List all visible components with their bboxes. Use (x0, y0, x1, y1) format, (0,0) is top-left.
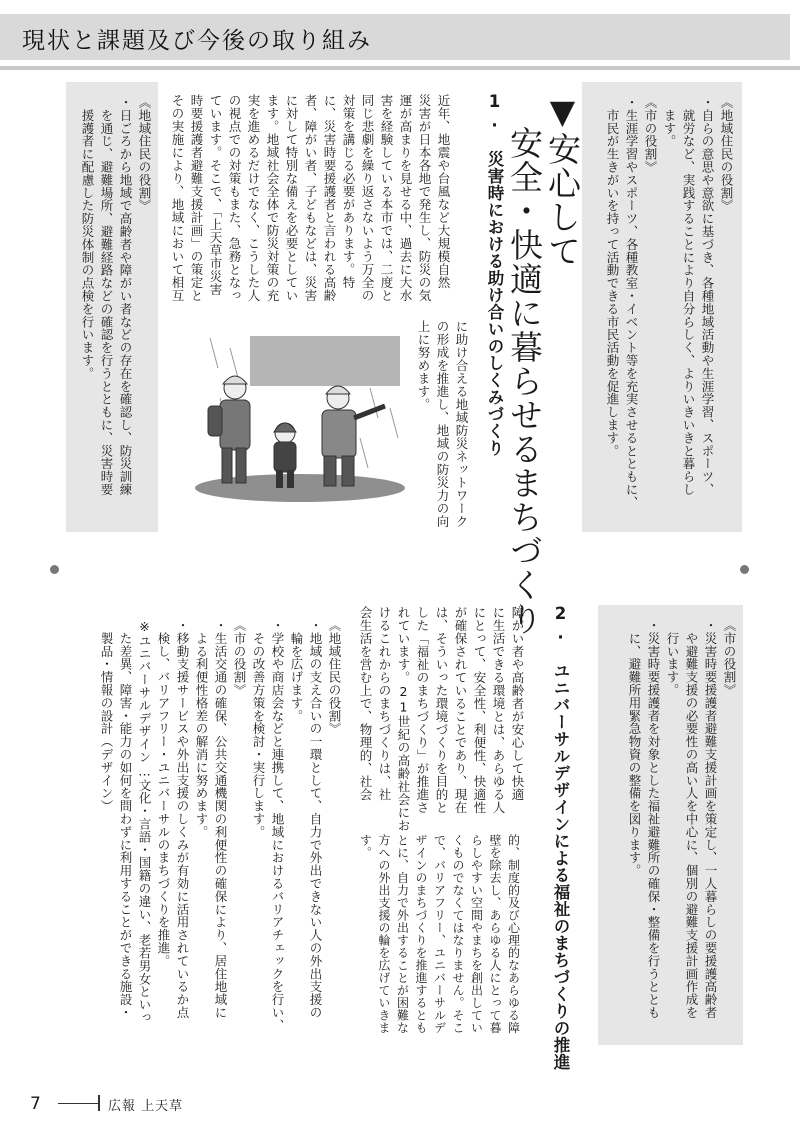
top-right-role-text: 《地域住民の役割》 ・自らの意思や意欲に基づき、各種地域活動や生涯学習、スポーツ、 就労など、実践することにより自分らしく、よりいきいきと暮らし ます。 《市の役割》 ・生涯学習やスポーツ、各種教室・イベント等を充実させるとともに、 市民が生きがいを持って活動できる市民活動を促進します。 (605, 96, 734, 509)
bottom-right-role-box (598, 605, 743, 1045)
page-header (0, 0, 800, 72)
top-right-role-box (582, 82, 742, 532)
divider-dot-left (50, 565, 59, 574)
footer-rule (58, 1103, 98, 1104)
page-title: 現状と課題及び今後の取り組み (22, 28, 372, 54)
bottom-left-role-box (66, 605, 348, 1045)
header-rule (0, 66, 800, 70)
divider-dot-right (740, 565, 749, 574)
subheading-universal-design: 2. ユニバーサルデザインによる福祉のまちづくりの推進 (551, 604, 570, 1071)
adult-figure-right (322, 386, 385, 486)
section-main-title: ▼安心して 安全・快適に暮らせるまちづくり (505, 92, 582, 636)
bottom-body-text-b-visible: 的、制度的及び心理的なあらゆる障 壁を除去し、あらゆる人にとって暮 らしやすい空間やまちを創出してい くものでなくてはなりません。そこ で、バリアフリー、ユニバーサルデ ザインのまちづくりを推進するとも とに、自力で外出することが困難な 方への外出支援の輪を広げていきま す。 (358, 834, 521, 1034)
bottom-right-role-text: 《市の役割》 ・災害時要援護者避難支援計画を策定し、一人暮らしの要援護高齢者 や避難支援の必要性の高い人を中心に、個別の避難支援計画作成を 行います。 ・災害時要援護者を対象とした福祉避難所の確保・整備を行うととも に、避難所用緊急物資の整備を図ります。 (627, 619, 737, 1019)
footer-tick (98, 1095, 100, 1111)
publication-label: 広報 上天草 (108, 1099, 184, 1114)
top-left-role-box (66, 82, 158, 532)
bottom-body-text-a: 障がい者や高齢者が安心して快適 に生活できる環境とは、あらゆる人 にとって、安全性、利便性、快適性 が確保されていることであり、現在 は、そういった環境づくりを目的と した「福祉のまちづくり」が推進さ れています。21世紀の高齢社会にお けるこれからのまちづくりは、社 会生活を営む上で、物理的、社会 (358, 606, 525, 832)
bottom-left-role-text: 《地域住民の役割》 ・地域の支え合いの一環として、自力で外出できない人の外出支援の 輪を広げます。 ・学校や商店会などと連携して、地域におけるバリアチェックを行い、 その改善方策を検討・実行します。 《市の役割》 ・生活交通の確保、公共交通機関の利便性の確保により、居住地域に よる利便性格差の解消に努めます。 ・移動支援サービスや外出支援のしくみが有効に活用されているか点 検し、バリアフリー・ユニバーサルのまちづくりを推進。 ※ユニバーサルデザイン…文化・言語・国籍の違い、老若男女といっ た差異、障害・能力の如何を問わずに利用することができる施設・ 製品・情報の設計（デザイン） (99, 619, 342, 1032)
subheading-disaster-support: 1. 災害時における助け合いのしくみづくり (485, 92, 504, 457)
adult-figure-left (208, 376, 250, 483)
top-body-text-a: 近年、地震や台風など大規模自然 災害が日本各地で発生し、防災の気 運が高まりを見せる中、過去に大水 害を経験している本市では、二度と 同じ悲劇を繰り返さないよう万全の 対策を講じる必要があります。特 に、災害時要援護者と言われる高齢 者、障がい者、子どもなどは、災害 に対して特別な備えを必要としてい ます。地域社会全体で防災対策の充 実を進めるだけでなく、こうした人 の視点での対策もまた、急務となっ ています。そこで、「上天草市災害 時要援護者避難支援計画」の策定と その実施により、地域において相互 (170, 94, 451, 302)
roof-shape (250, 336, 400, 386)
evacuation-illustration (190, 328, 410, 508)
page-number: 7 (30, 1094, 41, 1114)
top-left-role-text: 《地域住民の役割》 ・日ごろから地域で高齢者や障がい者などの存在を確認し、防災訓練 を通じ、避難場所、避難経路などの確認を行うとともに、災害時要 援護者に配慮した防災体制の点検を行います。 (80, 96, 152, 496)
top-body-text-b: に助け合える地域防災ネットワーク の形成を推進し、地域の防災力の向 上に努めます。 (416, 320, 469, 528)
